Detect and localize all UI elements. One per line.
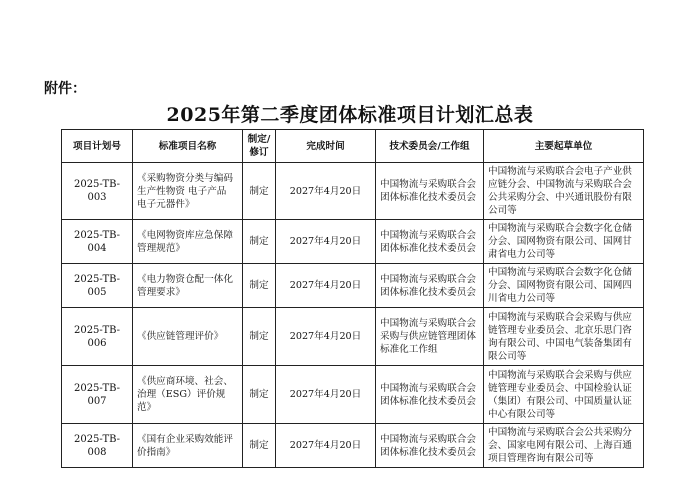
- cell-committee: 中国物流与采购联合会团体标准化技术委员会: [376, 264, 484, 308]
- page-title: 2025年第二季度团体标准项目计划汇总表: [166, 104, 534, 126]
- cell-type: 制定: [243, 220, 276, 264]
- cell-drafters: 中国物流与采购联合会采购与供应链管理专业委员会、北京乐思门咨询有限公司、中国电气装备集团有限公司等: [484, 308, 644, 366]
- standards-plan-table: [61, 129, 644, 468]
- cell-committee: 中国物流与采购联合会采购与供应链管理团体标准化工作组: [376, 308, 484, 366]
- cell-drafters: 中国物流与采购联合会公共采购分会、国家电网有限公司、上海百通项目管理咨询有限公司等: [484, 424, 644, 468]
- cell-code: 2025-TB-005: [62, 264, 133, 308]
- header-type: 制定/修订: [243, 130, 276, 163]
- cell-committee: 中国物流与采购联合会团体标准化技术委员会: [376, 220, 484, 264]
- cell-date: 2027年4月20日: [276, 220, 376, 264]
- cell-name: 《电网物资库应急保障管理规范》: [133, 220, 243, 264]
- cell-drafters: 中国物流与采购联合会数字化仓储分会、国网物资有限公司、国网甘肃省电力公司等: [484, 220, 644, 264]
- cell-name: 《采购物资分类与编码 生产性物资 电子产品 电子元器件》: [133, 163, 243, 220]
- cell-drafters: 中国物流与采购联合会采购与供应链管理专业委员会、中国检验认证（集团）有限公司、中国质量认证中心有限公司等: [484, 366, 644, 424]
- table-row: [62, 366, 644, 424]
- cell-drafters: 中国物流与采购联合会电子产业供应链分会、中国物流与采购联合会公共采购分会、中兴通讯股份有限公司等: [484, 163, 644, 220]
- cell-code: 2025-TB-004: [62, 220, 133, 264]
- header-name: 标准项目名称: [133, 130, 243, 163]
- table-row: [62, 424, 644, 468]
- cell-date: 2027年4月20日: [276, 264, 376, 308]
- cell-committee: 中国物流与采购联合会团体标准化技术委员会: [376, 366, 484, 424]
- cell-type: 制定: [243, 424, 276, 468]
- table-row: [62, 220, 644, 264]
- cell-date: 2027年4月20日: [276, 366, 376, 424]
- cell-committee: 中国物流与采购联合会团体标准化技术委员会: [376, 163, 484, 220]
- header-code: 项目计划号: [62, 130, 133, 163]
- cell-type: 制定: [243, 308, 276, 366]
- header-drafters: 主要起草单位: [484, 130, 644, 163]
- cell-date: 2027年4月20日: [276, 163, 376, 220]
- header-date: 完成时间: [276, 130, 376, 163]
- header-committee: 技术委员会/工作组: [376, 130, 484, 163]
- table-header-row: [62, 130, 644, 163]
- cell-name: 《电力物资仓配一体化管理要求》: [133, 264, 243, 308]
- cell-code: 2025-TB-006: [62, 308, 133, 366]
- cell-name: 《国有企业采购效能评价指南》: [133, 424, 243, 468]
- cell-date: 2027年4月20日: [276, 308, 376, 366]
- cell-drafters: 中国物流与采购联合会数字化仓储分会、国网物资有限公司、国网四川省电力公司等: [484, 264, 644, 308]
- attachment-label: 附件：: [44, 81, 86, 97]
- cell-name: 《供应商环境、社会、治理（ESG）评价规范》: [133, 366, 243, 424]
- cell-type: 制定: [243, 264, 276, 308]
- table-row: [62, 163, 644, 220]
- cell-code: 2025-TB-007: [62, 366, 133, 424]
- table-row: [62, 308, 644, 366]
- cell-name: 《供应链管理评价》: [133, 308, 243, 366]
- cell-code: 2025-TB-008: [62, 424, 133, 468]
- cell-code: 2025-TB-003: [62, 163, 133, 220]
- cell-committee: 中国物流与采购联合会团体标准化技术委员会: [376, 424, 484, 468]
- table-row: [62, 264, 644, 308]
- cell-date: 2027年4月20日: [276, 424, 376, 468]
- cell-type: 制定: [243, 366, 276, 424]
- cell-type: 制定: [243, 163, 276, 220]
